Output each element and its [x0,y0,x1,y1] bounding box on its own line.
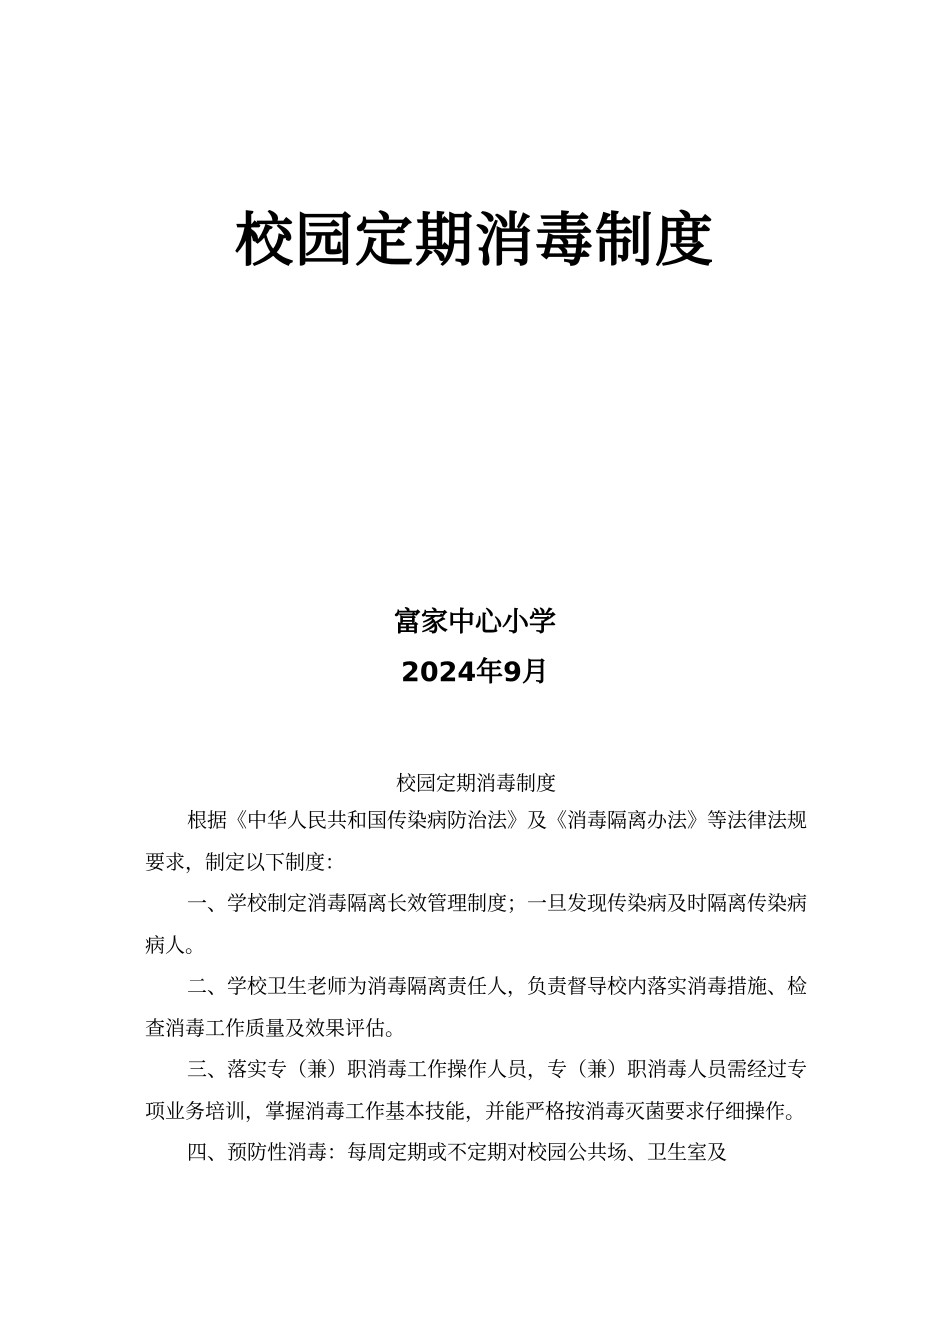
paragraph-item-3: 三、落实专（兼）职消毒工作操作人员，专（兼）职消毒人员需经过专项业务培训，掌握消毒工作基本技能，并能严格按消毒灭菌要求仔细操作。 [145,1057,807,1123]
document-heading: 校园定期消毒制度 [396,771,556,795]
cover-date: 2024年9月 [401,657,549,688]
document-body [145,766,807,1174]
paragraph-item-4: 四、预防性消毒：每周定期或不定期对校园公共场、卫生室及 [187,1140,727,1164]
cover-organization: 富家中心小学 [394,607,556,638]
paragraph-item-1: 一、学校制定消毒隔离长效管理制度；一旦发现传染病及时隔离传染病病人。 [145,891,807,957]
paragraph-intro: 根据《中华人民共和国传染病防治法》及《消毒隔离办法》等法律法规要求，制定以下制度： [145,808,807,874]
cover-title: 校园定期消毒制度 [234,206,715,274]
paragraph-item-2: 二、学校卫生老师为消毒隔离责任人，负责督导校内落实消毒措施、检查消毒工作质量及效果评估。 [145,974,807,1040]
